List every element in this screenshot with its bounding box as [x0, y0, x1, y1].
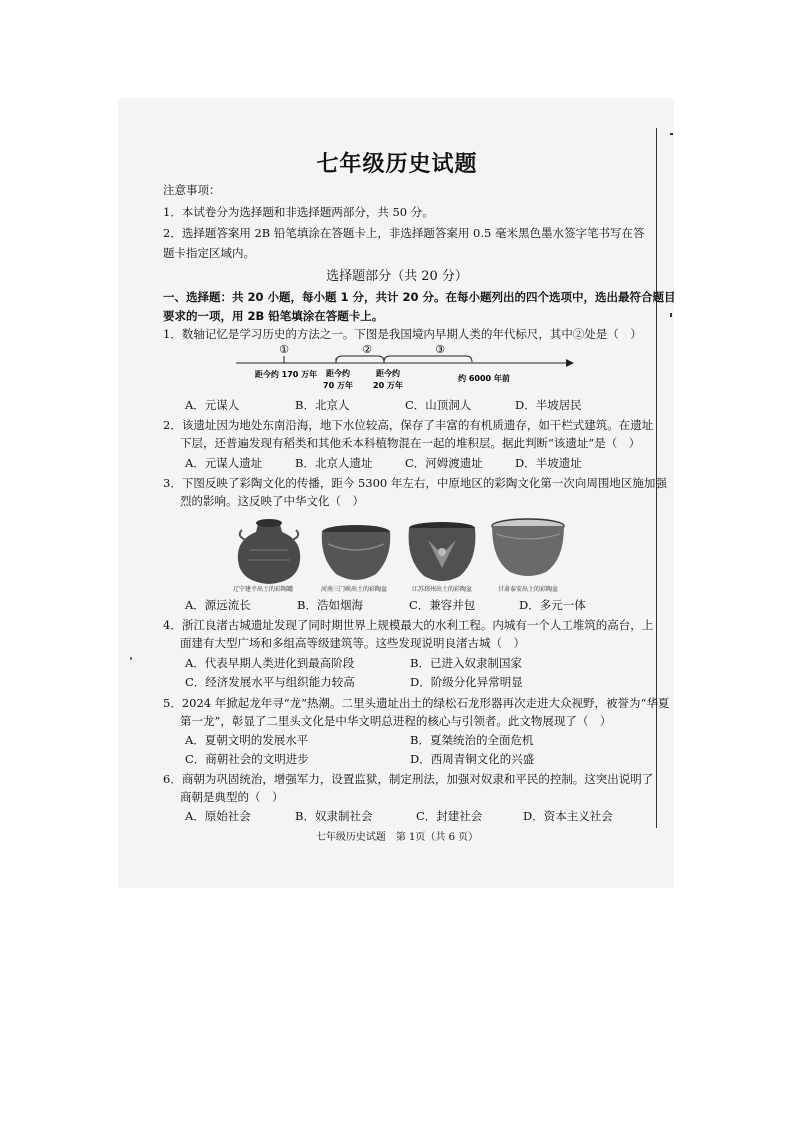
q3-option-a: A．源远流长	[185, 598, 251, 612]
caption-1: 辽宁建平出土的彩陶罐	[233, 586, 294, 593]
label-20-a: 距今约	[376, 369, 400, 378]
q5-line-2: 第一龙”，彰显了二里头文化是中华文明总进程的核心与引领者。此文物展现了（ ）	[180, 714, 612, 728]
q6-option-b: B．奴隶制社会	[295, 809, 373, 823]
label-6000: 约 6000 年前	[458, 374, 510, 383]
q5-option-b: B．夏桀统治的全面危机	[410, 733, 534, 747]
caption-4: 甘肃泰安出土的彩陶盆	[498, 586, 559, 593]
q6-option-c: C．封建社会	[416, 809, 483, 823]
pottery-images	[228, 510, 578, 592]
note-2: 2．选择题答案用 2B 铅笔填涂在答题卡上，非选择题答案用 0.5 毫米黑色墨水签字笔书写在答	[163, 226, 645, 240]
marker-1: ①	[279, 343, 289, 356]
pottery-bowl-image	[492, 519, 564, 576]
q6-line-1: 6．商朝为巩固统治，增强军力，设置监狱，制定刑法，加强对奴隶和平民的控制。这突出说明了	[163, 772, 654, 786]
timeline-diagram	[228, 342, 588, 392]
timeline-arrow	[566, 359, 574, 367]
q3-option-d: D．多元一体	[519, 598, 586, 612]
q6-option-a: A．原始社会	[185, 809, 251, 823]
note-1: 1．本试卷分为选择题和非选择题两部分，共 50 分。	[163, 205, 434, 219]
q2-option-b: B．北京人遗址	[295, 456, 373, 470]
q5-option-d: D．西周青铜文化的兴盛	[410, 752, 535, 766]
q4-option-c: C．经济发展水平与组织能力较高	[185, 675, 355, 689]
label-70-b: 70 万年	[323, 381, 353, 390]
q1-option-b: B．北京人	[295, 398, 350, 412]
q5-line-1: 5．2024 年掀起龙年寻“龙”热潮。二里头遗址出土的绿松石龙形器再次走进大众视野，被誉为“华夏	[163, 696, 670, 710]
pottery-basin-image-2	[409, 522, 476, 581]
q4-line-2: 面建有大型广场和多组高等级建筑等。这些发现说明良渚古城（ ）	[180, 636, 525, 650]
q2-option-d: D．半坡遗址	[515, 456, 582, 470]
q5-option-a: A．夏朝文明的发展水平	[185, 733, 309, 747]
q3-line-2: 烈的影响。这反映了中华文化（ ）	[180, 494, 364, 508]
page-footer: 七年级历史试题 第 1页（共 6 页）	[315, 832, 479, 843]
q4-option-d: D．阶级分化异常明显	[410, 675, 523, 689]
section-title: 选择题部分（共 20 分）	[326, 269, 468, 284]
note-2-cont: 题卡指定区域内。	[163, 246, 255, 260]
q4-option-a: A．代表早期人类进化到最高阶段	[185, 656, 355, 670]
q4-line-1: 4．浙江良渚古城遗址发现了同时期世界上规模最大的水利工程。内城有一个人工堆筑的高台，上	[163, 618, 654, 632]
q2-line-2: 下层，还普遍发现有稻类和其他禾本科植物混在一起的堆积层。据此判断“该遗址”是（ ）	[180, 436, 641, 450]
q5-option-c: C．商朝社会的文明进步	[185, 752, 309, 766]
q1-option-a: A．元谋人	[185, 398, 240, 412]
q2-option-c: C．河姆渡遗址	[405, 456, 483, 470]
instructions-line-1: 一、选择题：共 20 小题，每小题 1 分，共计 20 分。在每小题列出的四个选项中，选出最符合题目	[163, 290, 676, 304]
scan-mark	[130, 657, 132, 660]
q1-option-d: D．半坡居民	[515, 398, 582, 412]
bracket-2	[336, 356, 384, 362]
q6-line-2: 商朝是典型的（ ）	[180, 790, 284, 804]
label-170: 距今约 170 万年	[254, 370, 318, 379]
marker-2: ②	[362, 343, 372, 356]
q4-option-b: B．已进入奴隶制国家	[410, 656, 522, 670]
q1-option-c: C．山顶洞人	[405, 398, 472, 412]
label-70-a: 距今约	[326, 369, 350, 378]
caption-2: 河南三门峡出土的彩陶盆	[321, 586, 388, 593]
q6-option-d: D．资本主义社会	[523, 809, 613, 823]
pottery-jar-image	[238, 519, 300, 584]
label-20-b: 20 万年	[373, 381, 403, 390]
caption-3: 江苏邳州出土的彩陶盆	[412, 586, 473, 593]
q3-option-c: C．兼容并包	[409, 598, 476, 612]
q2-option-a: A．元谋人遗址	[185, 456, 263, 470]
q3-line-1: 3．下图反映了彩陶文化的传播，距今 5300 年左右，中原地区的彩陶文化第一次向周围地区施加强	[163, 476, 667, 490]
scan-mark	[670, 313, 672, 317]
marker-3: ③	[435, 343, 445, 356]
notes-heading: 注意事项：	[163, 183, 221, 197]
instructions-line-2: 要求的一项，用 2B 铅笔填涂在答题卡上。	[163, 309, 384, 323]
pottery-basin-image-1	[322, 525, 390, 580]
bracket-3	[384, 356, 472, 362]
scan-mark	[670, 133, 673, 135]
q1-stem: 1．数轴记忆是学习历史的方法之一。下图是我国境内早期人类的年代标尺，其中②处是（ ）	[163, 327, 642, 341]
q2-line-1: 2．该遗址因为地处东南沿海，地下水位较高，保存了丰富的有机质遗存，如干栏式建筑。在遗址	[163, 418, 654, 432]
page-title: 七年级历史试题	[316, 152, 478, 177]
q3-option-b: B．浩如烟海	[297, 598, 363, 612]
